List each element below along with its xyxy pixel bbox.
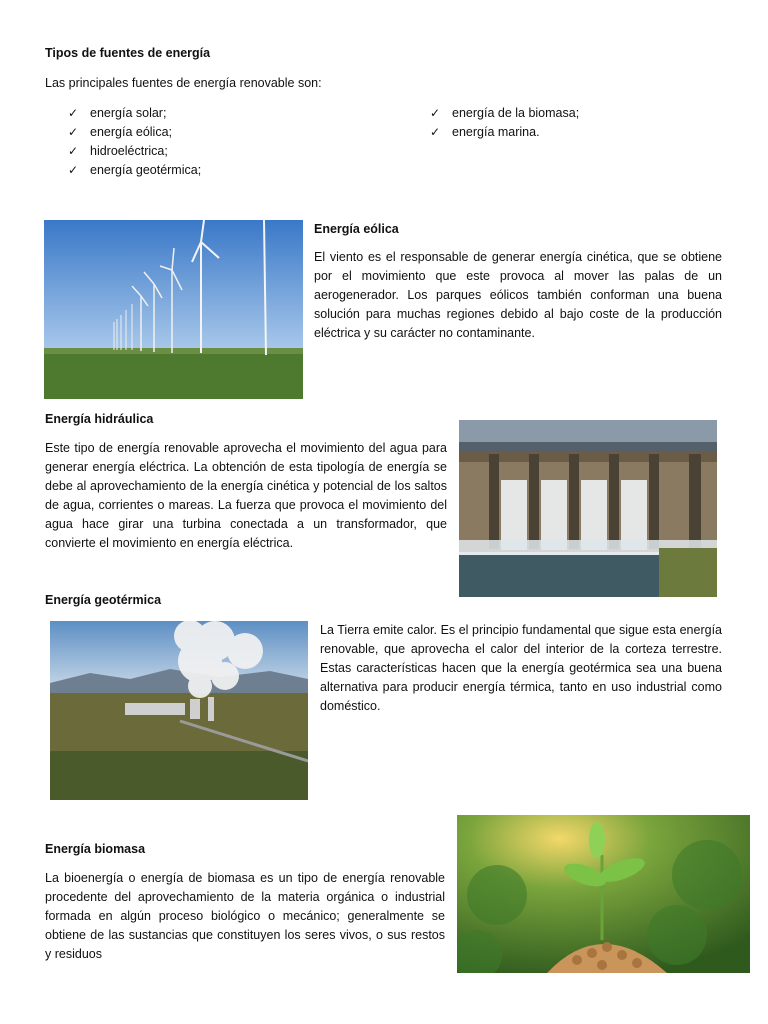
intro-text: Las principales fuentes de energía renovable son:: [45, 76, 322, 90]
wind-turbines-photo: [44, 220, 303, 399]
dam-photo: [459, 420, 717, 597]
checkmark-icon: ✓: [68, 144, 79, 158]
list-item: ✓ energía eólica;: [68, 123, 201, 142]
section-heading-eolica: Energía eólica: [314, 222, 399, 236]
checkmark-icon: ✓: [68, 106, 79, 120]
section-heading-geotermica: Energía geotérmica: [45, 593, 162, 607]
energy-list-right: [430, 104, 579, 142]
energy-list-left: [68, 104, 201, 180]
checkmark-icon: ✓: [68, 125, 79, 139]
section-heading-biomasa: Energía biomasa: [45, 842, 146, 856]
list-item: ✓ hidroeléctrica;: [68, 142, 201, 161]
checkmark-icon: ✓: [430, 106, 441, 120]
section-heading-hidraulica: Energía hidráulica: [45, 412, 154, 426]
list-item: ✓ energía solar;: [68, 104, 201, 123]
list-item: ✓ energía marina.: [430, 123, 579, 142]
section-text-biomasa: La bioenergía o energía de biomasa es un tipo de energía renovable procedente del aprovechamiento de la materia orgánica o industrial formada en algún proceso biológico o mecánico; generalmente se obtiene de las sustancias que constituyen los seres vivos, o sus restos y residuos: [45, 871, 445, 961]
section-text-hidraulica: Este tipo de energía renovable aprovecha el movimiento del agua para generar energía eléctrica. La obtención de esta tipología de energía se debe al aprovechamiento de la energía cinética y potencial de los saltos de agua, corrientes o mareas. La fuerza que provoca el movimiento del agua hace girar una turbina conectada a un transformador, que convierte el movimiento en energía eléctrica.: [45, 441, 447, 550]
biomass-sprout-photo: [457, 815, 750, 973]
geothermal-plant-photo: [50, 621, 308, 800]
section-text-eolica: El viento es el responsable de generar energía cinética, que se obtiene por el movimiento que este provoca al mover las palas de un aerogenerador. Los parques eólicos también conforman una buena solución para muchas regiones debido al bajo coste de la producción eléctrica y su carácter no contaminante.: [314, 250, 722, 340]
checkmark-icon: ✓: [68, 163, 79, 177]
list-item: ✓ energía geotérmica;: [68, 161, 201, 180]
list-item: ✓ energía de la biomasa;: [430, 104, 579, 123]
page-title: Tipos de fuentes de energía: [45, 46, 211, 60]
section-text-geotermica: La Tierra emite calor. Es el principio fundamental que sigue esta energía renovable, que aprovecha el calor del interior de la corteza terrestre. Estas características hacen que la energía geotérmica sea una buena alternativa para producir energía térmica, tanto en uso industrial como doméstico.: [320, 623, 722, 713]
checkmark-icon: ✓: [430, 125, 441, 139]
